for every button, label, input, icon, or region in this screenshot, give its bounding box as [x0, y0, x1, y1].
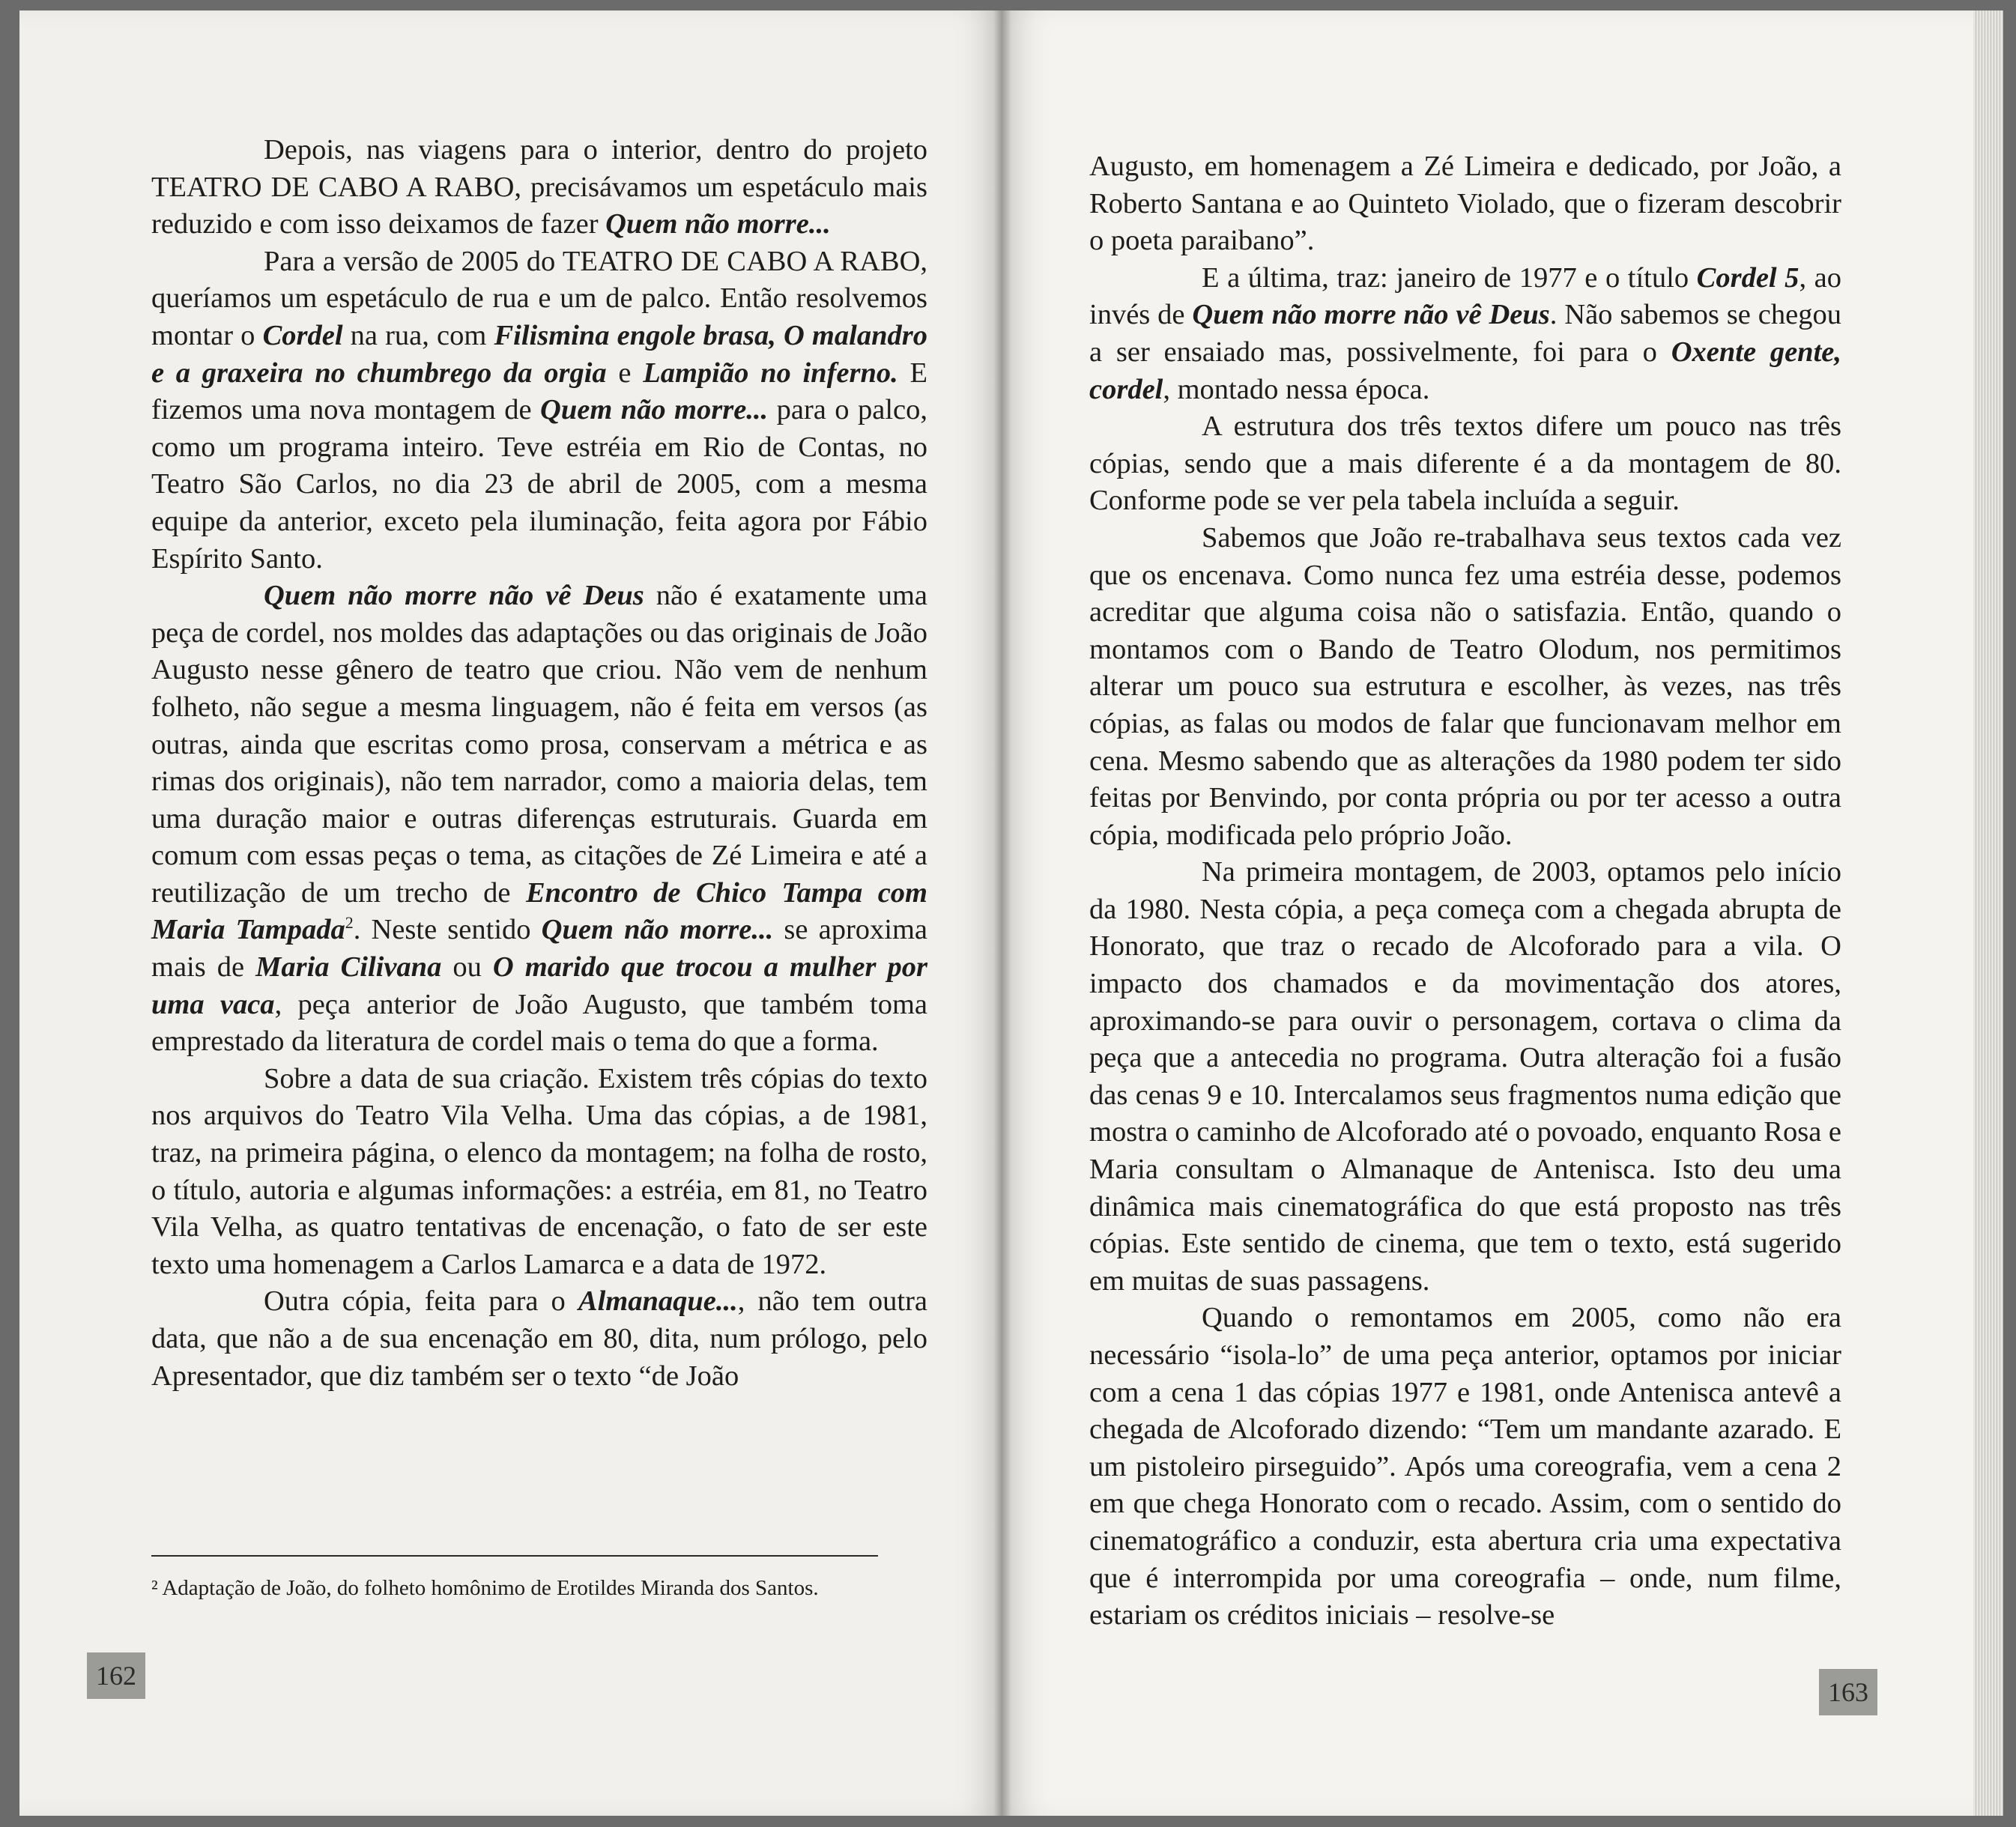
- text-run: na rua, com: [342, 319, 494, 351]
- work-title: Cordel 5: [1696, 261, 1799, 294]
- footnote: ² Adaptação de João, do folheto homônimo de Erotildes Miranda dos Santos.: [151, 1576, 819, 1600]
- paragraph: [1089, 1300, 1841, 1634]
- left-page: [19, 10, 1002, 1816]
- page-edges: [1973, 10, 2003, 1816]
- paragraph: [151, 243, 927, 578]
- work-title: Almanaque...: [578, 1285, 738, 1318]
- text-run: Para a versão de 2005 do TEATRO DE CABO A RABO, queríamos um espetáculo de rua e um de palco. Então resolvemos montar o: [151, 245, 927, 351]
- text-run: E fizemos uma nova montagem de: [151, 357, 927, 426]
- work-title: Encontro de Chico Tampa com Maria Tampada: [151, 876, 927, 946]
- text-run: A estrutura dos três textos difere um pouco nas três cópias, sendo que a mais diferente é a da montagem de 80. Conforme pode se ver pela tabela incluída a seguir.: [1089, 410, 1841, 517]
- text-run: Augusto, em homenagem a Zé Limeira e dedicado, por João, a Roberto Santana e ao Quinteto Violado, que o fizeram descobrir o poeta paraibano”.: [1089, 151, 1841, 257]
- paragraph: [151, 132, 927, 243]
- text-run: , montado nessa época.: [1163, 373, 1430, 405]
- paragraph: [1089, 520, 1841, 854]
- right-page-body: [1089, 148, 1841, 1634]
- text-run: Depois, nas viagens para o interior, dentro do projeto TEATRO DE CABO A RABO, precisávamos um espetáculo mais reduzido e com isso deixamos de fazer: [151, 134, 927, 240]
- footnote-marker: 2: [345, 913, 354, 933]
- work-title: Oxente gente, cordel: [1089, 336, 1841, 405]
- work-title: Quem não morre...: [541, 914, 774, 946]
- work-title: Cordel: [262, 319, 343, 351]
- text-run: . Neste sentido: [353, 914, 542, 946]
- paragraph: [1089, 148, 1841, 260]
- paragraph: [1089, 260, 1841, 408]
- left-page-body: [151, 132, 927, 1395]
- text-run: , ao invés de: [1089, 261, 1841, 331]
- right-page: [1002, 10, 1973, 1816]
- text-run: não é exatamente uma peça de cordel, nos moldes das adaptações ou das originais de João Augusto nesse gênero de teatro que criou. Não vem de nenhum folheto, não segue a mesma linguagem, não é feita em versos (as outras, ainda que escritas como prosa, conservam a métrica e as rimas dos originais), não tem narrador, como a maioria delas, tem uma duração maior e outras diferenças estruturais. Guarda em comum com essas peças o tema, as citações de Zé Limeira e até a reutilização de um trecho de: [151, 580, 927, 909]
- text-run: . Não sabemos se chegou a ser ensaiado mas, possivelmente, foi para o: [1089, 299, 1841, 368]
- text-run: ou: [441, 951, 493, 984]
- paragraph: [1089, 408, 1841, 520]
- text-run: E a última, traz: janeiro de 1977 e o título: [1202, 261, 1697, 294]
- text-run: para o palco, como um programa inteiro. Teve estréia em Rio de Contas, no Teatro São Carlos, no dia 23 de abril de 2005, com a mesma equipe da anterior, exceto pela iluminação, feita agora por Fábio Espírito Santo.: [151, 394, 927, 575]
- work-title: Quem não morre não vê Deus: [1192, 299, 1550, 331]
- text-run: e: [606, 357, 644, 389]
- footnote-rule: [151, 1555, 878, 1557]
- text-run: Quando o remontamos em 2005, como não era necessário “isola-lo” de uma peça anterior, optamos por iniciar com a cena 1 das cópias 1977 e 1981, onde Antenisca antevê a chegada de Alcoforado dizendo: “Tem um mandante azarado. E um pistoleiro pirseguido”. Após uma coreografia, vem a cena 2 em que chega Honorato com o recado. Assim, com o sentido do cinematográfico a conduzir, esta abertura cria uma expectativa que é interrompida por uma coreografia – onde, num filme, estariam os créditos iniciais – resolve-se: [1089, 1302, 1841, 1631]
- text-run: Sabemos que João re-trabalhava seus textos cada vez que os encenava. Como nunca fez uma estréia desse, podemos acreditar que alguma coisa não o satisfazia. Então, quando o montamos com o Bando de Teatro Olodum, nos permitimos alterar um pouco sua estrutura e escolher, às vezes, nas três cópias, as falas ou modos de falar que funcionavam melhor em cena. Mesmo sabendo que as alterações da 1980 podem ter sido feitas por Benvindo, por conta própria ou por ter acesso a outra cópia, modificada pelo próprio João.: [1089, 521, 1841, 851]
- paragraph: [151, 1061, 927, 1284]
- paragraph: [151, 1283, 927, 1395]
- work-title: Quem não morre...: [540, 394, 769, 426]
- text-run: , não tem outra data, que não a de sua encenação em 80, dita, num prólogo, pelo Apresentador, que diz também ser o texto “de João: [151, 1285, 927, 1392]
- work-title: Filismina engole brasa, O malandro e a graxeira no chumbrego da orgia: [151, 319, 927, 389]
- page-number-right: 163: [1819, 1669, 1877, 1715]
- work-title: O marido que trocou a mulher por uma vaca: [151, 951, 927, 1020]
- text-run: Outra cópia, feita para o: [264, 1285, 578, 1318]
- work-title: Quem não morre não vê Deus: [264, 580, 644, 612]
- work-title: Lampião no inferno.: [643, 357, 898, 389]
- paragraph: [1089, 854, 1841, 1300]
- work-title: Maria Cilivana: [255, 951, 442, 984]
- text-run: , peça anterior de João Augusto, que também toma emprestado da literatura de cordel mais o tema do que a forma.: [151, 988, 928, 1058]
- work-title: Quem não morre...: [605, 208, 831, 240]
- text-run: Na primeira montagem, de 2003, optamos pelo início da 1980. Nesta cópia, a peça começa com a chegada abrupta de Honorato, que traz o recado de Alcoforado para a vila. O impacto dos chamados e da movimentação dos atores, aproximando-se para ouvir o personagem, cortava o clima da peça que a antecedia no programa. Outra alteração foi a fusão das cenas 9 e 10. Intercalamos seus fragmentos numa edição que mostra o caminho de Alcoforado até o povoado, enquanto Rosa e Maria consultam o Almanaque de Antenisca. Isto deu uma dinâmica mais cinematográfica do que está proposto nas três cópias. Este sentido de cinema, que tem o texto, está sugerido em muitas de suas passagens.: [1089, 856, 1841, 1297]
- book-gutter: [993, 10, 1011, 1816]
- text-run: se aproxima mais de: [151, 914, 927, 984]
- page-number-left: 162: [87, 1652, 145, 1699]
- text-run: Sobre a data de sua criação. Existem três cópias do texto nos arquivos do Teatro Vila Velha. Uma das cópias, a de 1981, traz, na primeira página, o elenco da montagem; na folha de rosto, o título, autoria e algumas informações: a estréia, em 81, no Teatro Vila Velha, as quatro tentativas de encenação, o fato de ser este texto uma homenagem a Carlos Lamarca e a data de 1972.: [151, 1062, 927, 1280]
- paragraph: [151, 578, 927, 1061]
